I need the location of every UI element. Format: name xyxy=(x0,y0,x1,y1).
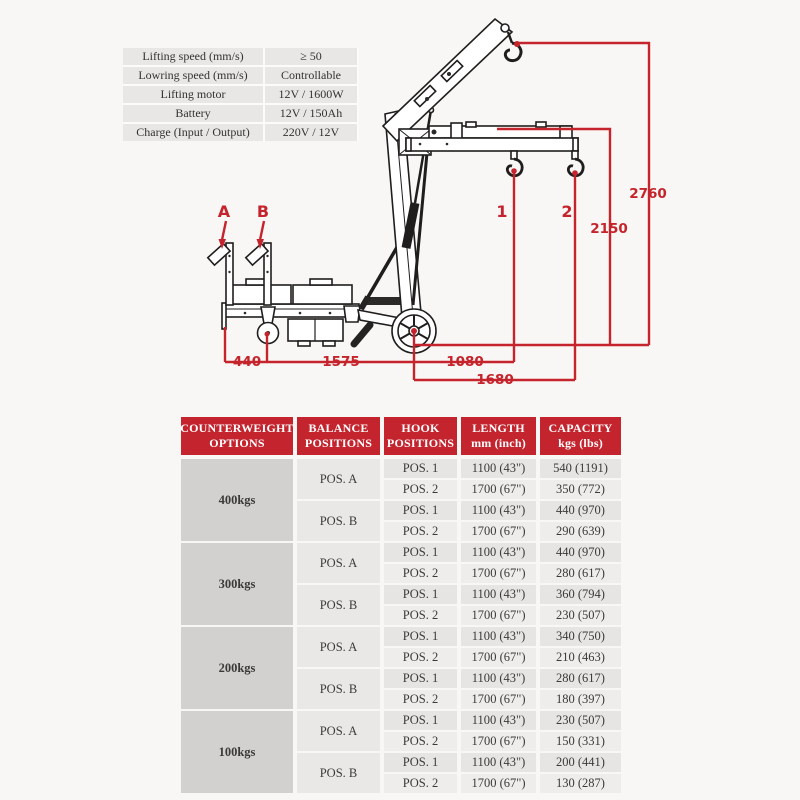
length-cell: 1700 (67") xyxy=(461,522,536,541)
balance-cell: POS. A xyxy=(297,711,380,751)
capacity-cell: 150 (331) xyxy=(540,732,621,751)
spec-value: Controllable xyxy=(265,67,357,84)
capacity-cell: 540 (1191) xyxy=(540,459,621,478)
dim-1080: 1080 xyxy=(446,354,484,370)
spec-table xyxy=(123,48,359,141)
capacity-cell: 230 (507) xyxy=(540,711,621,730)
hook-cell: POS. 2 xyxy=(384,690,457,709)
handle-grip xyxy=(354,325,370,344)
weight-cell: 100kgs xyxy=(181,711,293,793)
capacity-cell: 350 (772) xyxy=(540,480,621,499)
capacity-cell: 280 (617) xyxy=(540,564,621,583)
header-counterweight: COUNTERWEIGHT OPTIONS xyxy=(181,417,293,455)
hook-cell: POS. 1 xyxy=(384,627,457,646)
balance-post-a xyxy=(208,243,233,305)
capacity-table-header xyxy=(181,417,621,455)
length-cell: 1100 (43") xyxy=(461,711,536,730)
hook-cell: POS. 1 xyxy=(384,711,457,730)
balance-cell: POS. B xyxy=(297,669,380,709)
spec-value: 12V / 150Ah xyxy=(265,105,357,122)
length-cell: 1100 (43") xyxy=(461,627,536,646)
length-cell: 1700 (67") xyxy=(461,690,536,709)
length-cell: 1100 (43") xyxy=(461,543,536,562)
spec-value: 220V / 12V xyxy=(265,124,357,141)
hook-cell: POS. 2 xyxy=(384,480,457,499)
capacity-table-body xyxy=(181,459,621,793)
dim-440: 440 xyxy=(232,354,262,370)
hook-label-1: 1 xyxy=(496,202,508,221)
hook-cell: POS. 2 xyxy=(384,564,457,583)
length-cell: 1700 (67") xyxy=(461,648,536,667)
balance-cell: POS. B xyxy=(297,501,380,541)
length-cell: 1100 (43") xyxy=(461,501,536,520)
length-cell: 1700 (67") xyxy=(461,606,536,625)
length-cell: 1100 (43") xyxy=(461,669,536,688)
capacity-cell: 340 (750) xyxy=(540,627,621,646)
hook-cell: POS. 1 xyxy=(384,669,457,688)
dim-1575: 1575 xyxy=(322,354,360,370)
spec-label: Lifting motor xyxy=(123,86,263,103)
counterweight-cart xyxy=(208,236,406,347)
spec-value: ≥ 50 xyxy=(265,48,357,65)
header-hook: HOOK POSITIONS xyxy=(384,417,457,455)
hook-cell: POS. 1 xyxy=(384,459,457,478)
capacity-cell: 230 (507) xyxy=(540,606,621,625)
hook-cell: POS. 1 xyxy=(384,501,457,520)
capacity-cell: 280 (617) xyxy=(540,669,621,688)
length-cell: 1700 (67") xyxy=(461,732,536,751)
counterweight-box xyxy=(229,285,291,304)
hook-cell: POS. 1 xyxy=(384,543,457,562)
header-balance: BALANCE POSITIONS xyxy=(297,417,380,455)
balance-cell: POS. A xyxy=(297,459,380,499)
dim-1680: 1680 xyxy=(476,372,514,388)
spec-label: Charge (Input / Output) xyxy=(123,124,263,141)
weight-cell: 400kgs xyxy=(181,459,293,541)
weight-cell: 300kgs xyxy=(181,543,293,625)
length-cell: 1100 (43") xyxy=(461,585,536,604)
capacity-cell: 210 (463) xyxy=(540,648,621,667)
length-cell: 1700 (67") xyxy=(461,480,536,499)
jib-hook-2-icon xyxy=(568,151,583,176)
header-length: LENGTH mm (inch) xyxy=(461,417,536,455)
dim-2150: 2150 xyxy=(590,221,628,237)
length-cell: 1100 (43") xyxy=(461,459,536,478)
capacity-table xyxy=(181,417,621,793)
capacity-cell: 290 (639) xyxy=(540,522,621,541)
balance-cell: POS. B xyxy=(297,585,380,625)
hook-cell: POS. 2 xyxy=(384,732,457,751)
hook-cell: POS. 2 xyxy=(384,606,457,625)
spec-label: Lifting speed (mm/s) xyxy=(123,48,263,65)
battery-box xyxy=(288,319,343,346)
balance-label-a: A xyxy=(217,202,231,221)
weight-cell: 200kgs xyxy=(181,627,293,709)
capacity-cell: 440 (970) xyxy=(540,543,621,562)
capacity-cell: 180 (397) xyxy=(540,690,621,709)
hook-cell: POS. 2 xyxy=(384,522,457,541)
length-cell: 1100 (43") xyxy=(461,753,536,772)
hook-cell: POS. 1 xyxy=(384,585,457,604)
balance-cell: POS. A xyxy=(297,627,380,667)
hook-cell: POS. 1 xyxy=(384,753,457,772)
counterweight-box xyxy=(293,285,352,304)
capacity-cell: 440 (970) xyxy=(540,501,621,520)
capacity-cell: 360 (794) xyxy=(540,585,621,604)
hook-cell: POS. 2 xyxy=(384,774,457,793)
dim-2760: 2760 xyxy=(629,186,667,202)
spec-value: 12V / 1600W xyxy=(265,86,357,103)
balance-cell: POS. B xyxy=(297,753,380,793)
spec-label: Lowring speed (mm/s) xyxy=(123,67,263,84)
length-cell: 1700 (67") xyxy=(461,774,536,793)
balance-label-b: B xyxy=(256,202,270,221)
length-cell: 1700 (67") xyxy=(461,564,536,583)
hook-cell: POS. 2 xyxy=(384,648,457,667)
capacity-cell: 200 (441) xyxy=(540,753,621,772)
capacity-cell: 130 (287) xyxy=(540,774,621,793)
hook-label-2: 2 xyxy=(561,202,573,221)
header-capacity: CAPACITY kgs (lbs) xyxy=(540,417,621,455)
balance-cell: POS. A xyxy=(297,543,380,583)
spec-label: Battery xyxy=(123,105,263,122)
